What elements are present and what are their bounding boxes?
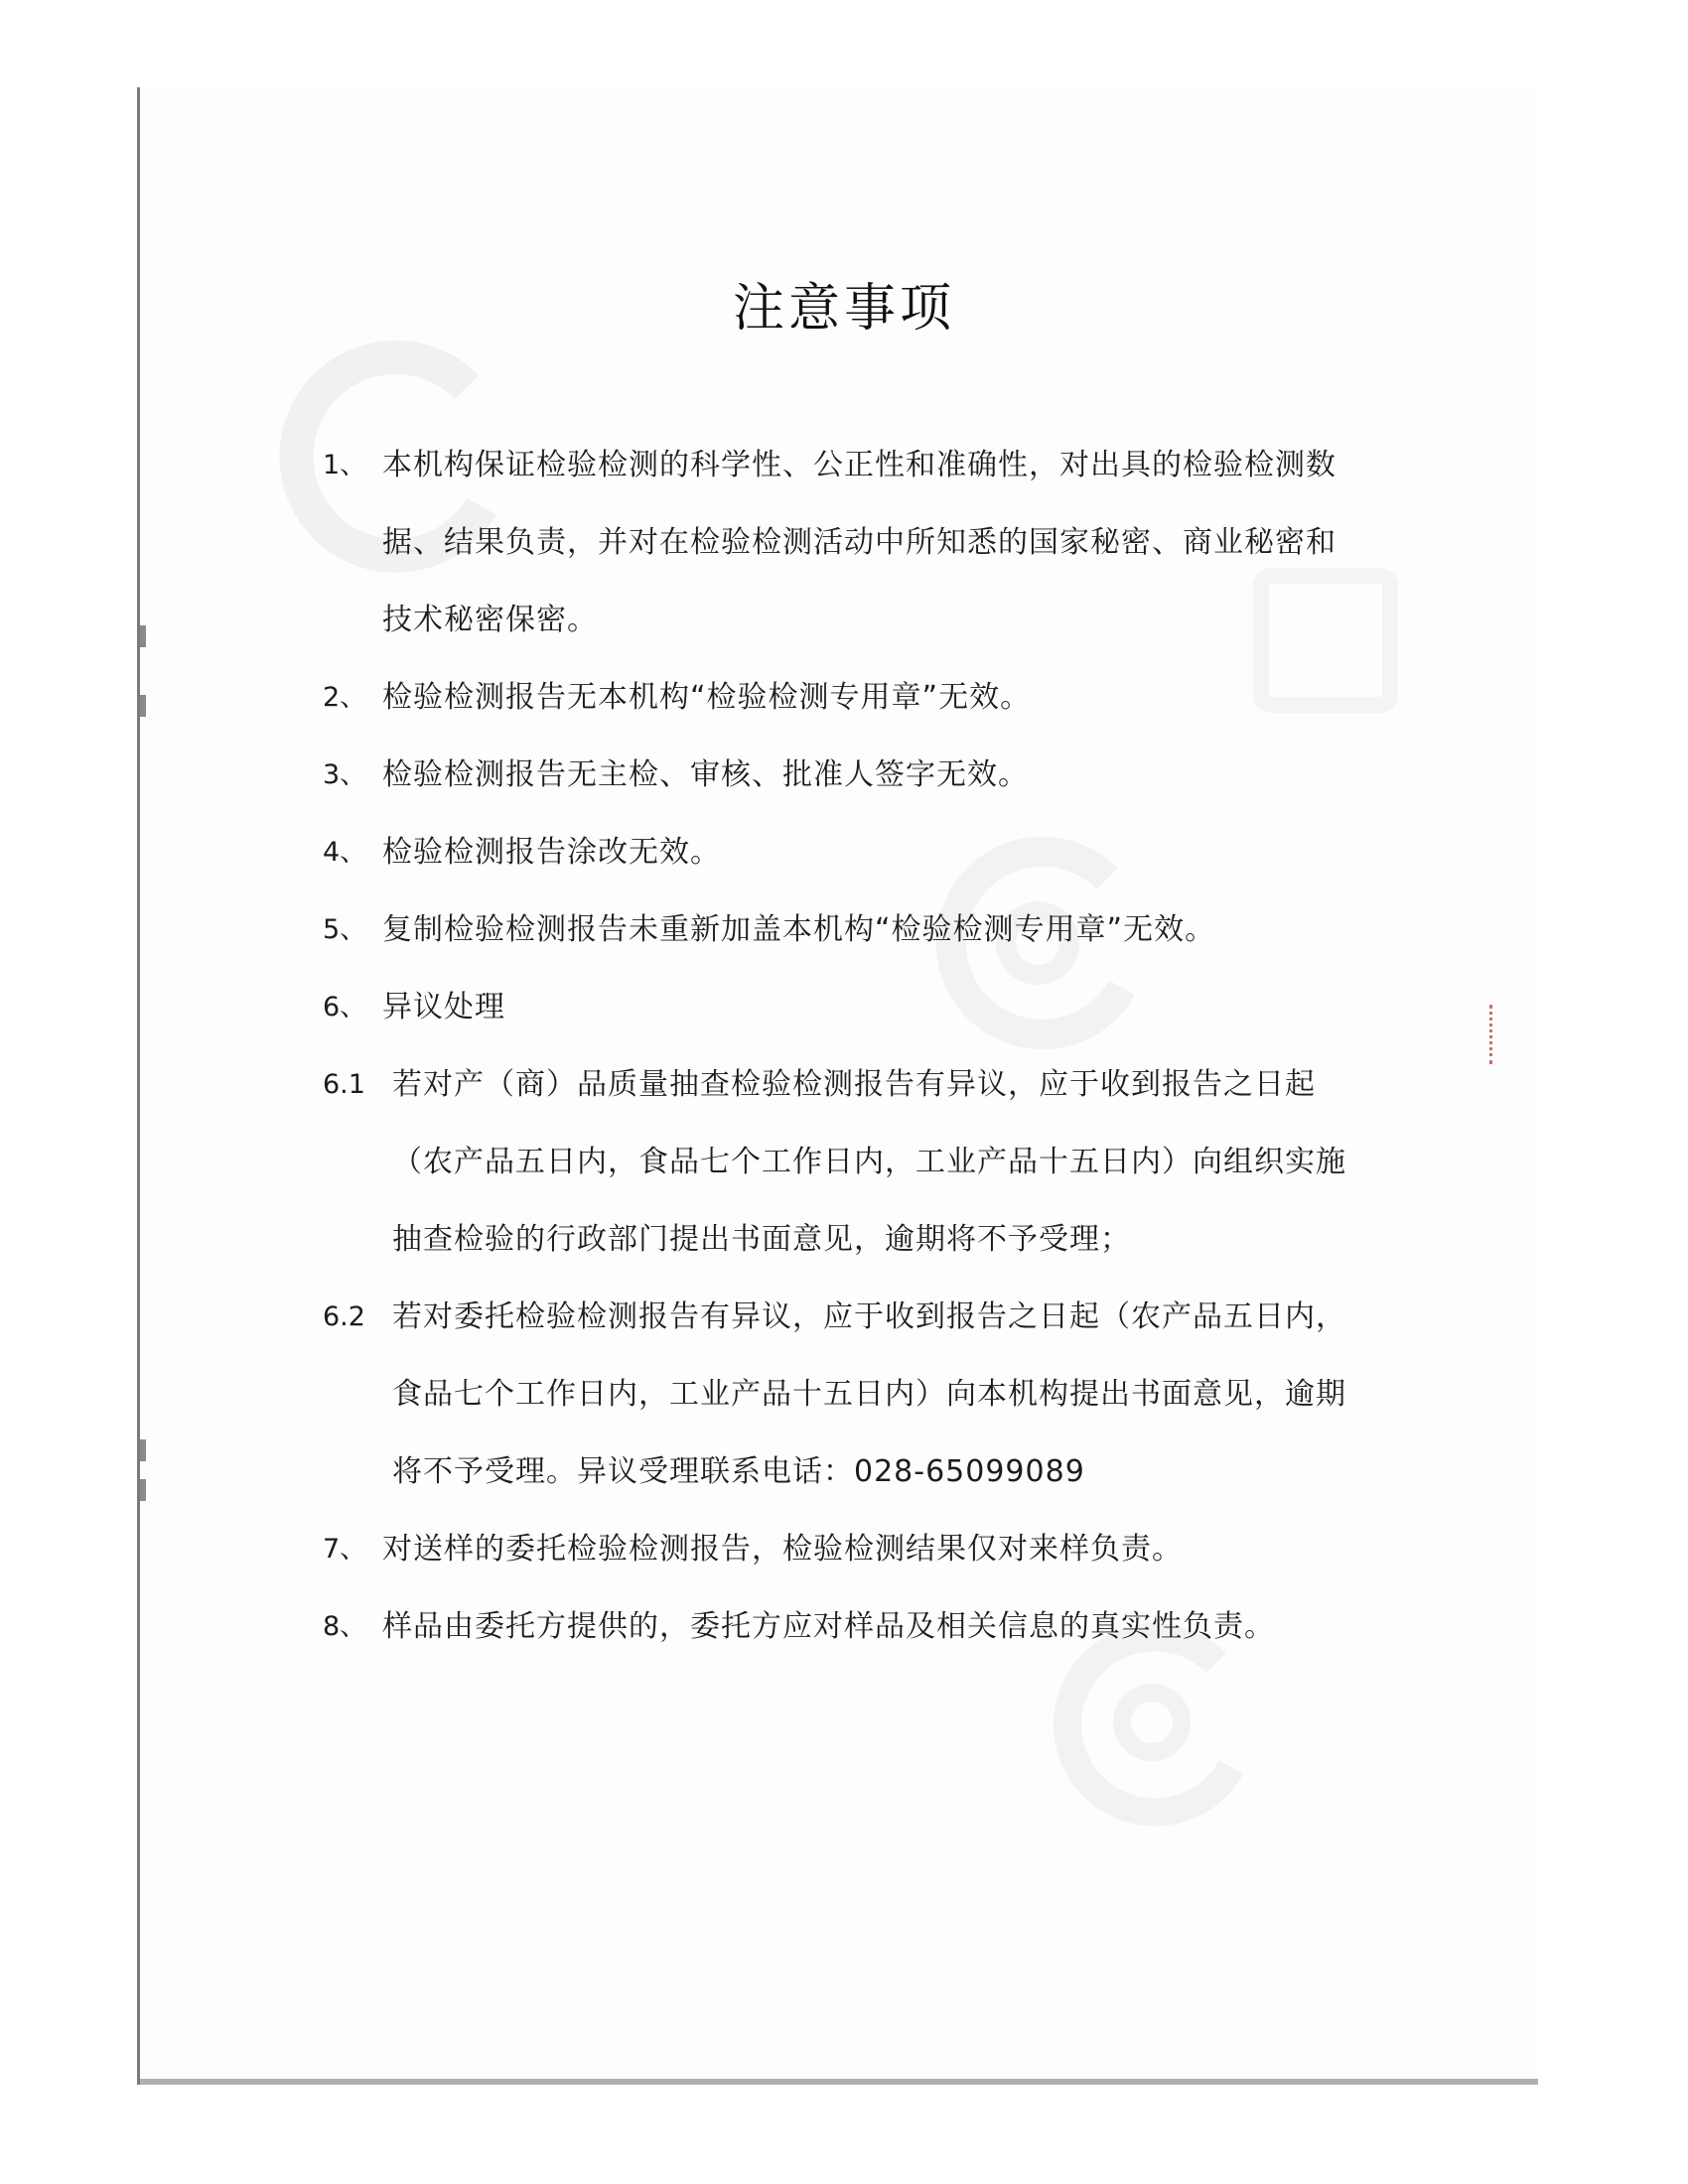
item-number: 7、 — [323, 1534, 367, 1565]
item-text: 若对产（商）品质量抽查检验检测报告有异议，应于收到报告之日起（农产品五日内，食品七个工作日内，工业产品十五日内）向组织实施抽查检验的行政部门提出书面意见，逾期将不予受理； — [392, 1067, 1346, 1257]
list-item — [323, 969, 1355, 1046]
binding-mark — [140, 695, 146, 717]
page-title: 注意事项 — [732, 279, 955, 339]
item-number: 4、 — [323, 837, 367, 868]
list-item — [323, 1511, 1355, 1588]
item-number: 6.2 — [323, 1301, 365, 1332]
item-number: 6、 — [323, 992, 367, 1023]
binding-mark — [140, 1439, 146, 1461]
list-item — [323, 891, 1355, 969]
list-item — [323, 659, 1355, 737]
item-text: 检验检测报告涂改无效。 — [382, 835, 721, 870]
binding-mark — [140, 625, 146, 647]
item-number: 3、 — [323, 759, 367, 790]
list-item — [323, 1279, 1355, 1511]
item-number: 5、 — [323, 914, 367, 945]
list-item — [323, 737, 1355, 814]
list-item — [323, 427, 1355, 659]
list-item — [323, 1588, 1355, 1666]
item-number: 6.1 — [323, 1069, 365, 1100]
item-text: 检验检测报告无主检、审核、批准人签字无效。 — [382, 757, 1029, 792]
list-item — [323, 814, 1355, 891]
item-text: 检验检测报告无本机构“检验检测专用章”无效。 — [382, 680, 1032, 715]
edge-speck — [1489, 1005, 1496, 1064]
list-item — [323, 1046, 1355, 1279]
item-text: 样品由委托方提供的，委托方应对样品及相关信息的真实性负责。 — [382, 1609, 1275, 1644]
item-number: 2、 — [323, 682, 367, 713]
binding-mark — [140, 1479, 146, 1501]
item-text: 异议处理 — [382, 990, 505, 1024]
item-number: 1、 — [323, 450, 367, 480]
item-text: 本机构保证检验检测的科学性、公正性和准确性，对出具的检验检测数据、结果负责，并对在检验检测活动中所知悉的国家秘密、商业秘密和技术秘密保密。 — [382, 448, 1336, 637]
item-text: 对送样的委托检验检测报告，检验检测结果仅对来样负责。 — [382, 1532, 1183, 1567]
item-text: 若对委托检验检测报告有异议，应于收到报告之日起（农产品五日内，食品七个工作日内，工业产品十五日内）向本机构提出书面意见，逾期将不予受理。异议受理联系电话：028-65099089 — [392, 1299, 1346, 1489]
item-number: 8、 — [323, 1611, 367, 1642]
item-text: 复制检验检测报告未重新加盖本机构“检验检测专用章”无效。 — [382, 912, 1216, 947]
notice-list — [323, 427, 1355, 1666]
